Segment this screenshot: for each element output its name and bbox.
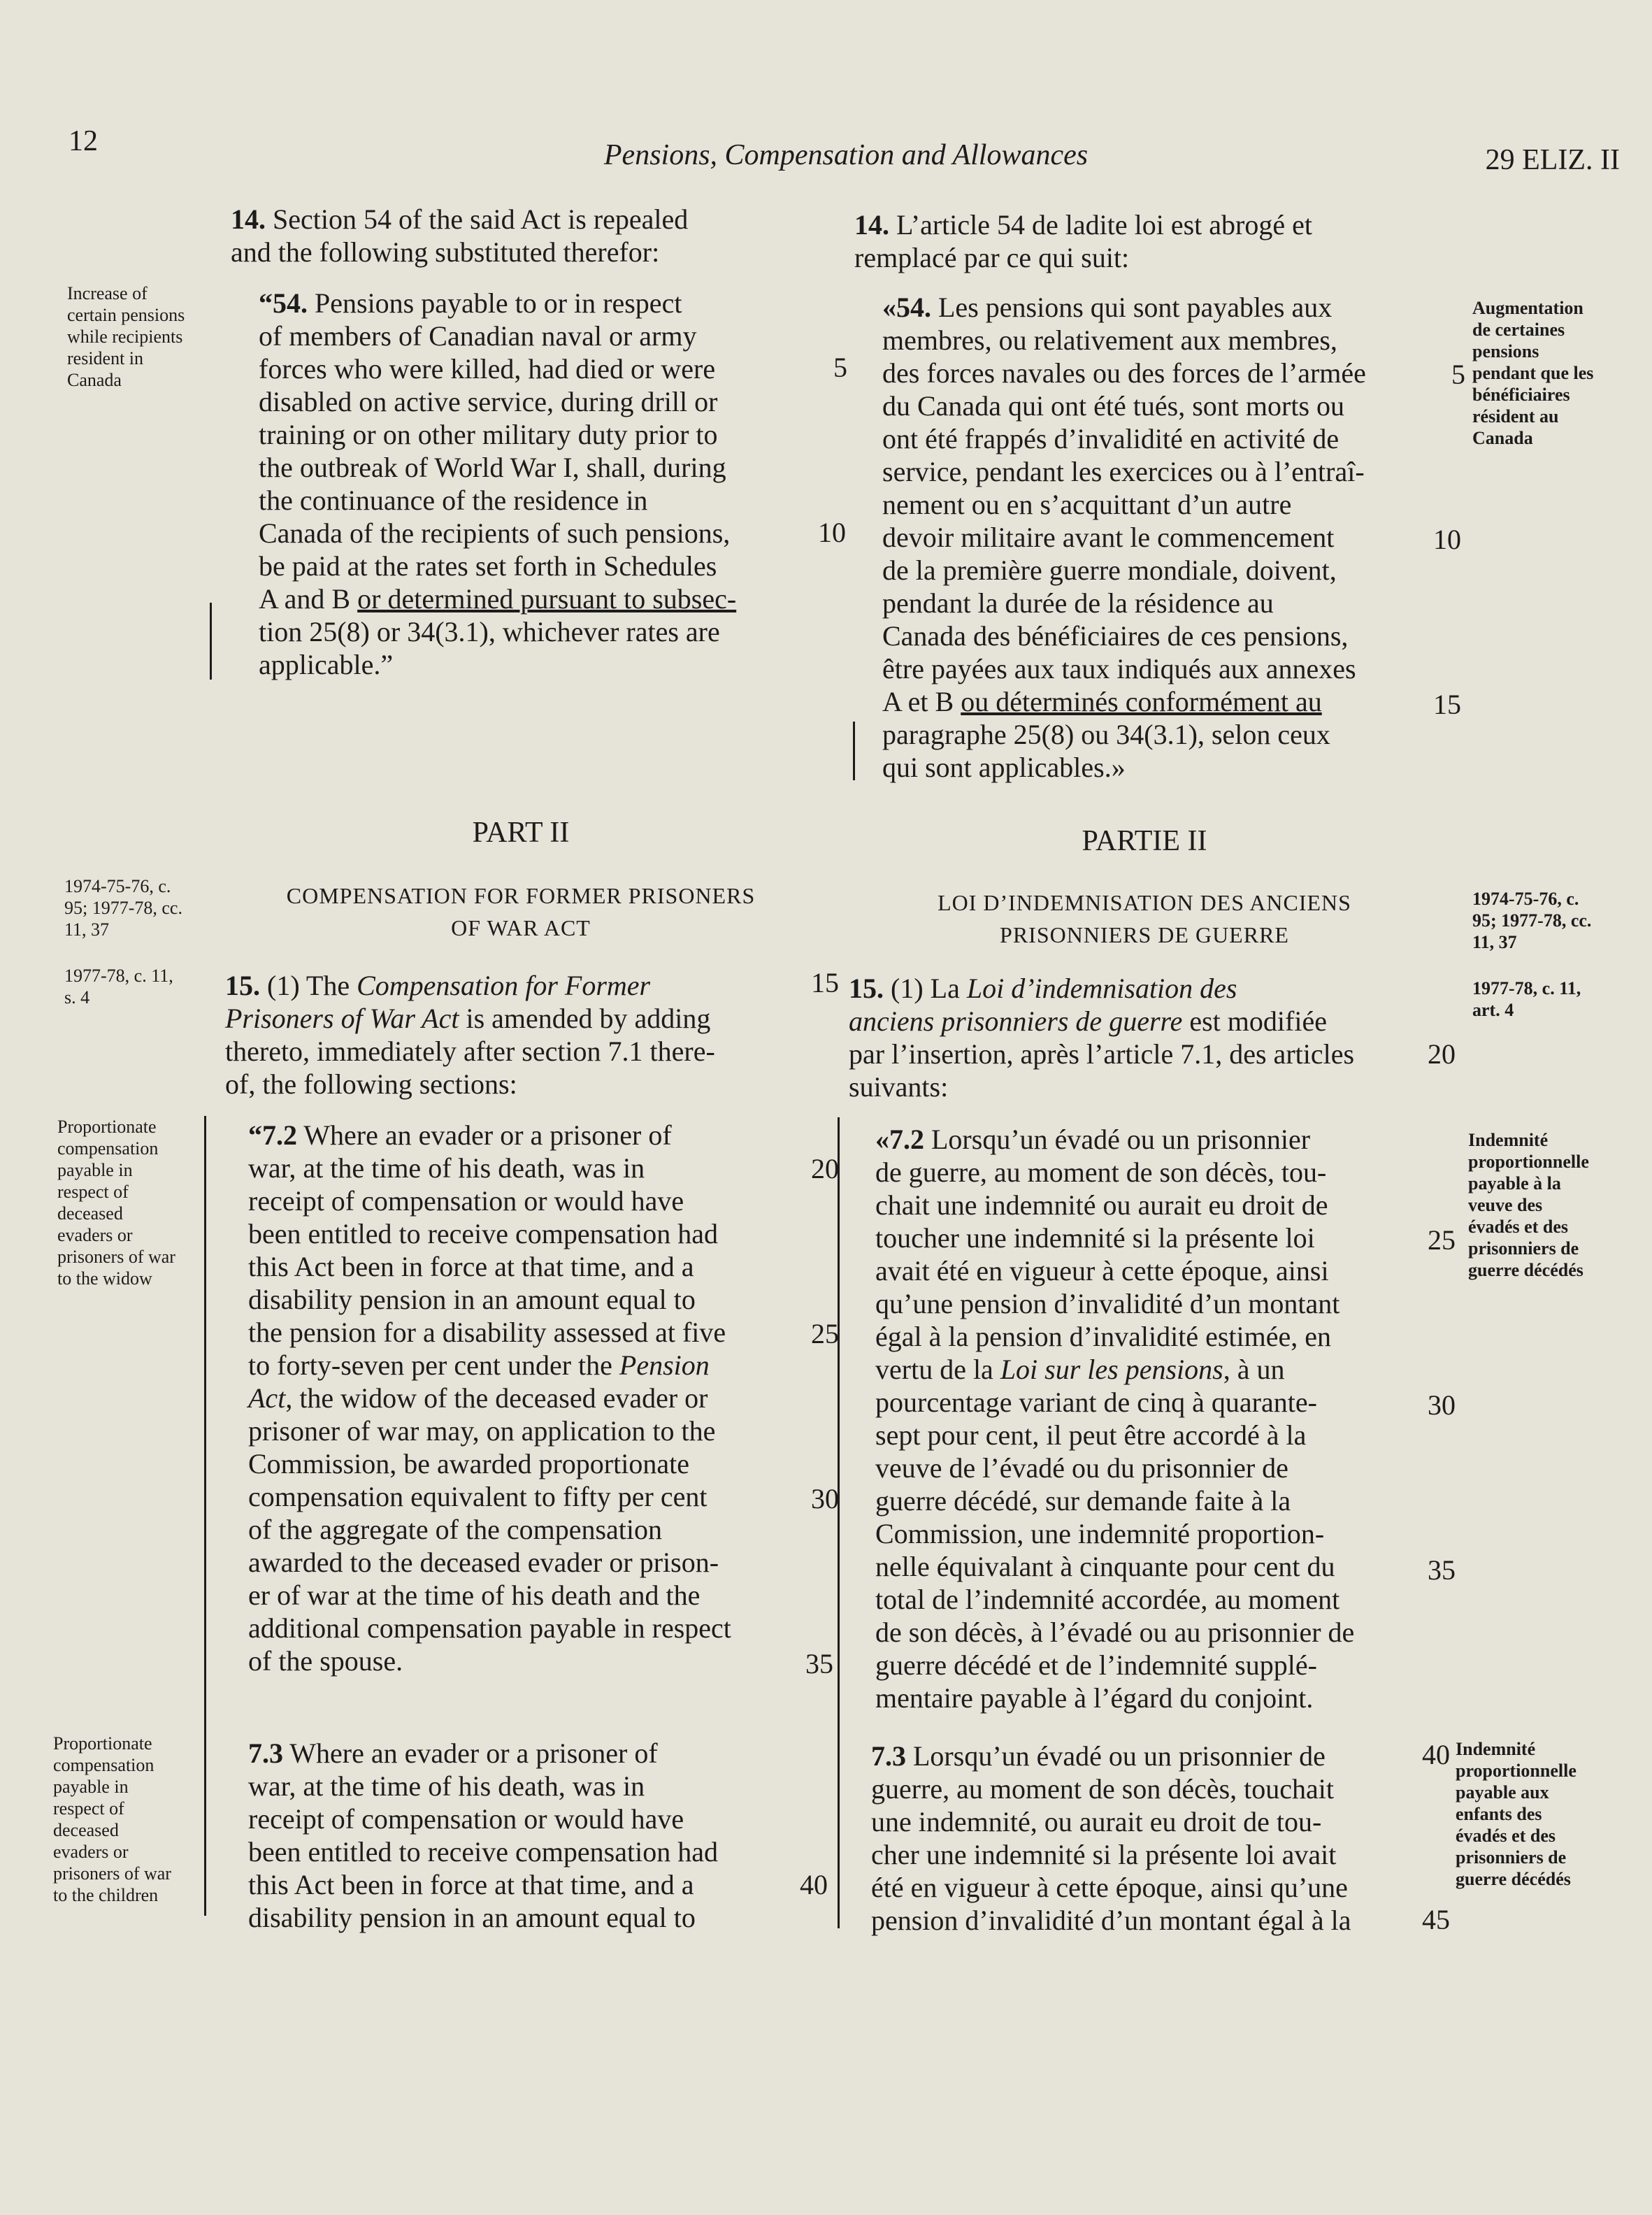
- en-s14-number: 14.: [231, 203, 266, 235]
- margin-note-en-increase: Increase of certain pensions while recipients resident in Canada: [67, 283, 185, 390]
- fr-line-number-5: 5: [1451, 359, 1465, 390]
- fr-line-number-30: 30: [1428, 1389, 1456, 1421]
- fr-line-number-40: 40: [1422, 1739, 1450, 1770]
- fr-s54-text-b: paragraphe 25(8) ou 34(3.1), selon ceux qui sont applicables.»: [882, 719, 1330, 783]
- fr-s72-text-b: , à un pourcentage variant de cinq à quarante- sept pour cent, il peut être accordé à la veuve de l’évadé ou du prisonnier de guerre décédé, sur demande faite à la Commission, une indemnité proportion- nelle équivalant à cinquante pour cent du total de l’indemnité accordée, au moment de son décès, à l’évadé ou au prisonnier de guerre décédé et de l’indemnité supplé- mentaire payable à l’égard du conjoint.: [875, 1354, 1355, 1714]
- en-s54-text-a: Pensions payable to or in respect of members of Canadian naval or army forces who were killed, had died or were disabled on active service, during drill or training or on other military duty prior to the outbreak of World War I, shall, during the continuance of the residence in Canada of the recipients of such pensions, be paid at the rates set forth in Schedules A and B: [259, 287, 731, 615]
- en-s15-text-b: is amended by adding thereto, immediately after section 7.1 there- of, the following sections:: [225, 1003, 715, 1100]
- fr-s72-number: «7.2: [875, 1124, 924, 1155]
- fr-line-number-45: 45: [1422, 1904, 1450, 1935]
- en-line-number-35: 35: [805, 1648, 833, 1679]
- fr-s54-amended-text: ou déterminés conformément au: [961, 686, 1322, 717]
- en-line-number-20: 20: [811, 1153, 839, 1184]
- regnal-year: 29 ELIZ. II: [1485, 144, 1620, 176]
- en-s72-number: “7.2: [248, 1119, 297, 1151]
- en-section-15: [225, 969, 812, 1101]
- en-s72-text-b: , the widow of the deceased evader or prisoner of war may, on application to the Commission, be awarded proportionate compensation equivalent to fifty per cent of the aggregate of the compensation awarded to the deceased evader or prison- er of war at the time of his death and the additional compensation payable in respect of the spouse.: [248, 1382, 731, 1677]
- fr-section-7-3: [871, 1740, 1430, 1937]
- fr-s54-text-a: Les pensions qui sont payables aux membres, ou relativement aux membres, des forces navales ou des forces de l’armée du Canada qui ont été tués, sont morts ou ont été frappés d’invalidité en activité de service, pendant les exercices ou à l’entraî- nement ou en s’acquittant d’un autre devoir militaire avant le commencement de la première guerre mondiale, doivent, pendant la durée de la résidence au Canada des bénéficiaires de ces pensions, être payées aux taux indiqués aux annexes A et B: [882, 292, 1366, 717]
- en-line-number-10: 10: [818, 517, 846, 548]
- fr-line-number-35: 35: [1428, 1554, 1456, 1586]
- fr-s73-text: Lorsqu’un évadé ou un prisonnier de guerre, au moment de son décès, touchait une indemnité, ou aurait eu droit de tou- cher une indemnité si la présente loi avait été en vigueur à cette époque, ainsi qu’une pension d’invalidité d’un montant égal à la: [871, 1740, 1351, 1936]
- en-line-number-5: 5: [833, 352, 847, 383]
- fr-s15-number: 15.: [849, 973, 884, 1004]
- fr-section-14: [854, 208, 1435, 274]
- page-number: 12: [69, 125, 98, 157]
- margin-note-fr-widow: Indemnité proportionnelle payable à la veuve des évadés et des prisonniers de guerre décédés: [1468, 1130, 1589, 1280]
- fr-s72-act-name: Loi sur les pensions: [1000, 1354, 1223, 1385]
- revision-bar-en: [210, 603, 212, 680]
- margin-note-en-children: Proportionate compensation payable in respect of deceased evaders or prisoners of war to the children: [53, 1733, 171, 1905]
- margin-note-fr-citation: 1974-75-76, c. 95; 1977-78, cc. 11, 37: [1472, 889, 1592, 952]
- fr-line-number-25: 25: [1428, 1224, 1456, 1256]
- margin-note-fr-augmentation: Augmentation de certaines pensions pendant que les bénéficiaires résident au Canada: [1472, 298, 1594, 448]
- fr-s15-text-b: est modifiée par l’insertion, après l’article 7.1, des articles suivants:: [849, 1005, 1355, 1103]
- section-bar-en: [204, 1116, 206, 1916]
- margin-note-en-widow: Proportionate compensation payable in respect of deceased evaders or prisoners of war to the widow: [57, 1117, 175, 1289]
- en-line-number-30: 30: [811, 1483, 839, 1514]
- en-line-number-25: 25: [811, 1318, 839, 1349]
- en-s72-text-a: Where an evader or a prisoner of war, at the time of his death, was in receipt of compensation or would have been entitled to receive compensation had this Act been in force at that time, and a disability pension in an amount equal to the pension for a disability assessed at five to forty-seven per cent under the: [248, 1119, 726, 1381]
- en-s73-number: 7.3: [248, 1737, 283, 1769]
- en-line-number-40: 40: [800, 1869, 828, 1900]
- fr-line-number-20: 20: [1428, 1038, 1456, 1070]
- margin-note-en-citation-2: 1977-78, c. 11, s. 4: [64, 966, 173, 1008]
- en-section-54: [259, 287, 818, 681]
- en-section-7-2: [248, 1119, 814, 1677]
- fr-part-heading: PARTIE II: [1082, 825, 1207, 857]
- margin-note-en-citation: 1974-75-76, c. 95; 1977-78, cc. 11, 37: [64, 876, 182, 940]
- en-s15-act-name-2: Prisoners of War Act: [225, 1003, 459, 1034]
- en-section-14: [231, 203, 811, 268]
- en-s54-amended-text: or determined pursuant to subsec-: [357, 583, 737, 615]
- en-s72-act-name: Pension Act: [248, 1349, 710, 1414]
- fr-s14-text: L’article 54 de ladite loi est abrogé et remplacé par ce qui suit:: [854, 209, 1312, 273]
- en-line-number-15: 15: [811, 967, 839, 998]
- fr-line-number-15: 15: [1433, 689, 1461, 720]
- fr-s14-number: 14.: [854, 209, 889, 241]
- en-s54-text-b: tion 25(8) or 34(3.1), whichever rates are applicable.”: [259, 616, 720, 680]
- fr-s15-text-a: (1) La: [884, 973, 967, 1004]
- section-bar-fr: [838, 1117, 840, 1928]
- running-title: Pensions, Compensation and Allowances: [603, 139, 1089, 171]
- fr-s73-number: 7.3: [871, 1740, 906, 1772]
- en-section-7-3: [248, 1737, 814, 1934]
- en-s73-text: Where an evader or a prisoner of war, at the time of his death, was in receipt of compensation or would have been entitled to receive compensation had this Act been in force at that time, and a disability pension in an amount equal to: [248, 1737, 718, 1933]
- en-s54-number: “54.: [259, 287, 308, 319]
- fr-section-7-2: [875, 1123, 1435, 1714]
- en-part-heading: PART II: [472, 817, 570, 849]
- fr-line-number-10: 10: [1433, 524, 1461, 555]
- fr-part-title: LOI D’INDEMNISATION DES ANCIENS PRISONNIERS DE GUERRE: [938, 890, 1351, 947]
- margin-note-fr-citation-2: 1977-78, c. 11, art. 4: [1472, 978, 1581, 1020]
- en-s15-number: 15.: [225, 970, 260, 1001]
- fr-s72-text-a: Lorsqu’un évadé ou un prisonnier de guerre, au moment de son décès, tou- chait une indemnité ou aurait eu droit de toucher une indemnité si la présente loi avait été en vigueur à cette époque, ainsi qu’une pension d’invalidité d’un montant égal à la pension d’invalidité estimée, en vertu de la: [875, 1124, 1340, 1385]
- fr-s15-act-name: Loi d’indemnisation des anciens prisonniers de guerre: [849, 973, 1237, 1037]
- revision-bar-fr: [853, 722, 855, 780]
- en-s14-text: Section 54 of the said Act is repealed and the following substituted therefor:: [231, 203, 689, 268]
- en-part-title: COMPENSATION FOR FORMER PRISONERS OF WAR ACT: [286, 883, 756, 940]
- fr-section-54: [882, 291, 1435, 784]
- en-s15-act-name: Compensation for Former: [357, 970, 651, 1001]
- margin-note-fr-children: Indemnité proportionnelle payable aux enfants des évadés et des prisonniers de guerre décédés: [1456, 1739, 1576, 1889]
- en-s15-text-a: (1) The: [260, 970, 357, 1001]
- fr-s54-number: «54.: [882, 292, 931, 323]
- fr-section-15: [849, 972, 1436, 1103]
